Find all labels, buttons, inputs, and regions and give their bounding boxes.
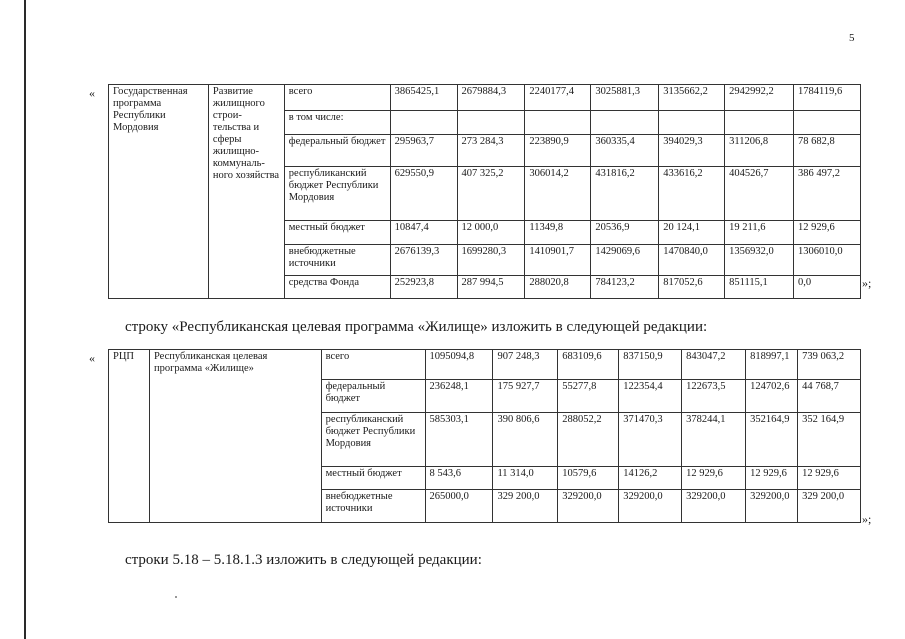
value-cell: 585303,1 [425,413,493,467]
value-cell: 739 063,2 [798,350,861,380]
value-cell: 3865425,1 [390,85,457,111]
value-cell: 843047,2 [682,350,746,380]
value-cell: 1429069,6 [591,245,659,276]
value-cell: 20 124,1 [659,221,725,245]
value-cell: 122673,5 [682,380,746,413]
value-cell: 78 682,8 [794,135,861,167]
value-cell: 394029,3 [659,135,725,167]
row-label-cell: внебюджетные источники [284,245,390,276]
value-cell: 265000,0 [425,490,493,523]
page-margin-rule [24,0,26,639]
table-row [109,85,861,111]
value-cell: 329200,0 [682,490,746,523]
value-cell: 311206,8 [725,135,794,167]
row-label-cell: местный бюджет [284,221,390,245]
value-cell [525,111,591,135]
value-cell: 223890,9 [525,135,591,167]
value-cell: 19 211,6 [725,221,794,245]
value-cell: 10847,4 [390,221,457,245]
close-quote-1: »; [862,276,872,290]
value-cell: 837150,9 [619,350,682,380]
value-cell: 288052,2 [558,413,619,467]
value-cell: 124702,6 [746,380,798,413]
value-cell: 329200,0 [746,490,798,523]
value-cell: 352164,9 [746,413,798,467]
instruction-paragraph-1: строку «Республиканская целевая программа «Жилище» изложить в следующей редакции: [125,319,708,335]
value-cell: 8 543,6 [425,467,493,490]
value-cell: 288020,8 [525,276,591,299]
value-cell [794,111,861,135]
value-cell: 287 994,5 [457,276,525,299]
value-cell [457,111,525,135]
value-cell: 12 929,6 [682,467,746,490]
value-cell: 818997,1 [746,350,798,380]
value-cell: 3135662,2 [659,85,725,111]
value-cell [390,111,457,135]
value-cell: 907 248,3 [493,350,558,380]
value-cell: 20536,9 [591,221,659,245]
value-cell: 175 927,7 [493,380,558,413]
value-cell: 306014,2 [525,167,591,221]
page-number: 5 [849,32,855,44]
scan-speck [175,596,177,598]
value-cell: 784123,2 [591,276,659,299]
value-cell [659,111,725,135]
row-label-cell: республиканский бюджет Республики Мордовия [284,167,390,221]
value-cell: 1095094,8 [425,350,493,380]
program-code-cell: РЦП [109,350,150,523]
program-name-cell: Республиканская целевая программа «Жилище» [149,350,321,523]
row-label-cell: всего [321,350,425,380]
value-cell: 1410901,7 [525,245,591,276]
row-label-cell: местный бюджет [321,467,425,490]
value-cell: 44 768,7 [798,380,861,413]
value-cell: 12 929,6 [798,467,861,490]
value-cell: 2676139,3 [390,245,457,276]
value-cell: 431816,2 [591,167,659,221]
value-cell: 329 200,0 [798,490,861,523]
value-cell: 329200,0 [619,490,682,523]
row-label-cell: средства Фонда [284,276,390,299]
value-cell: 1356932,0 [725,245,794,276]
row-label-cell: всего [284,85,390,111]
row-label-cell: федеральный бюджет [321,380,425,413]
value-cell: 352 164,9 [798,413,861,467]
funding-table-state-program [108,84,861,299]
value-cell: 55277,8 [558,380,619,413]
value-cell: 1306010,0 [794,245,861,276]
open-quote-1: « [89,86,95,100]
program-name-cell: Государственная программа Республики Мордовия [109,85,209,299]
value-cell: 851115,1 [725,276,794,299]
value-cell: 378244,1 [682,413,746,467]
table-row [109,350,861,380]
value-cell: 1784119,6 [794,85,861,111]
value-cell: 252923,8 [390,276,457,299]
value-cell: 11 314,0 [493,467,558,490]
value-cell: 360335,4 [591,135,659,167]
open-quote-2: « [89,351,95,365]
row-label-cell: внебюджетные источники [321,490,425,523]
value-cell: 3025881,3 [591,85,659,111]
value-cell: 122354,4 [619,380,682,413]
subprogram-name-cell: Развитие жилищного строи-тельства и сферы жилищно-коммуналь-ного хозяйства [208,85,284,299]
value-cell: 407 325,2 [457,167,525,221]
value-cell: 2942992,2 [725,85,794,111]
value-cell: 386 497,2 [794,167,861,221]
value-cell: 817052,6 [659,276,725,299]
value-cell: 329 200,0 [493,490,558,523]
row-label-cell: республиканский бюджет Республики Мордовия [321,413,425,467]
value-cell: 273 284,3 [457,135,525,167]
close-quote-2: »; [862,512,872,526]
value-cell: 2679884,3 [457,85,525,111]
value-cell: 11349,8 [525,221,591,245]
value-cell: 371470,3 [619,413,682,467]
value-cell: 683109,6 [558,350,619,380]
value-cell [591,111,659,135]
value-cell: 329200,0 [558,490,619,523]
row-label-cell: федеральный бюджет [284,135,390,167]
value-cell: 1699280,3 [457,245,525,276]
value-cell: 14126,2 [619,467,682,490]
value-cell: 12 000,0 [457,221,525,245]
value-cell: 1470840,0 [659,245,725,276]
value-cell: 12 929,6 [746,467,798,490]
value-cell: 433616,2 [659,167,725,221]
value-cell: 404526,7 [725,167,794,221]
instruction-paragraph-2: строки 5.18 – 5.18.1.3 изложить в следующей редакции: [125,552,482,568]
value-cell [725,111,794,135]
row-label-cell: в том числе: [284,111,390,135]
value-cell: 236248,1 [425,380,493,413]
value-cell: 0,0 [794,276,861,299]
value-cell: 12 929,6 [794,221,861,245]
funding-table-zhilishche [108,349,861,523]
value-cell: 629550,9 [390,167,457,221]
value-cell: 2240177,4 [525,85,591,111]
value-cell: 10579,6 [558,467,619,490]
value-cell: 295963,7 [390,135,457,167]
value-cell: 390 806,6 [493,413,558,467]
